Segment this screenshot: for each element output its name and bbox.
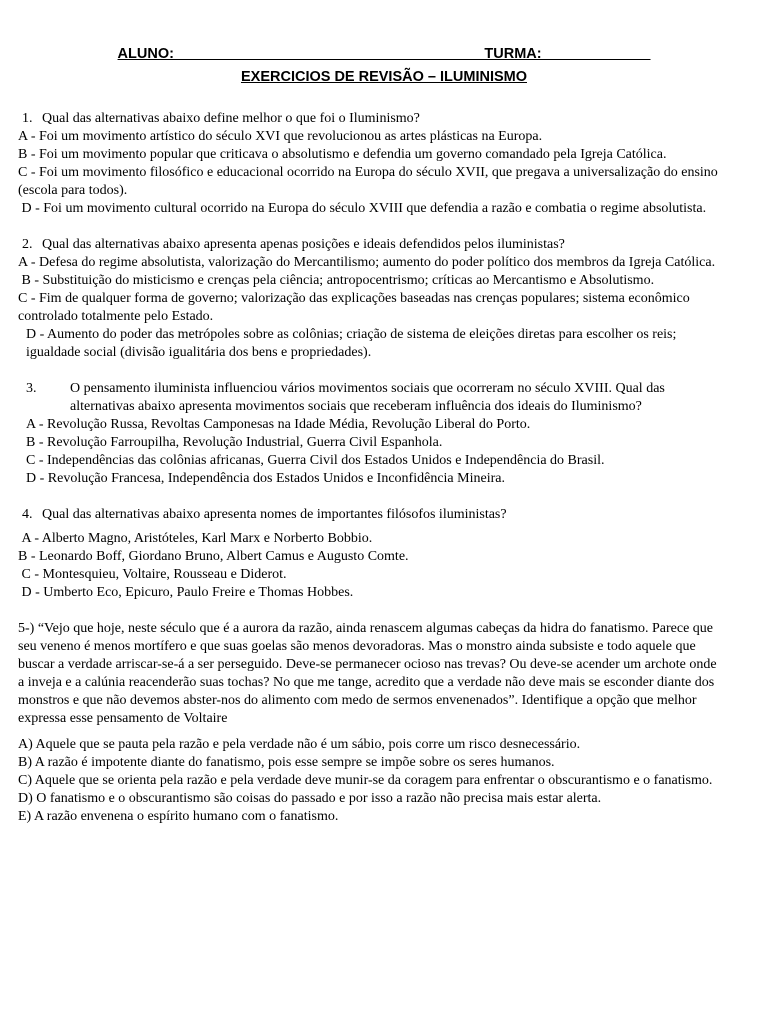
option-c: C) Aquele que se orienta pela razão e pela verdade deve munir-se da coragem para enfrentar o obscurantismo e o fanatismo. bbox=[18, 773, 713, 788]
option-b: B - Substituição do misticismo e crenças pela ciência; antropocentrismo; críticas ao Mercantismo e Absolutismo. bbox=[18, 273, 655, 288]
option-a: A - Alberto Magno, Aristóteles, Karl Marx e Norberto Bobbio. bbox=[18, 531, 373, 546]
question-number: 3. bbox=[26, 381, 37, 396]
option-b: B - Revolução Farroupilha, Revolução Industrial, Guerra Civil Espanhola. bbox=[26, 435, 443, 450]
option-d: D - Revolução Francesa, Independência dos Estados Unidos e Inconfidência Mineira. bbox=[26, 471, 505, 486]
option-c: C - Montesquieu, Voltaire, Rousseau e Diderot. bbox=[18, 567, 287, 582]
option-c: C - Fim de qualquer forma de governo; valorização das explicações baseadas nas crenças populares; sistema econômico controlado totalmente pelo Estado. bbox=[18, 291, 690, 324]
question-5 bbox=[18, 620, 718, 826]
question-1-stem bbox=[18, 110, 718, 128]
question-text: Qual das alternativas abaixo apresenta apenas posições e ideais defendidos pelos iluministas? bbox=[42, 237, 565, 252]
question-1 bbox=[18, 110, 718, 218]
question-number: 5-) bbox=[18, 621, 35, 636]
student-class-header: ALUNO: ______________________________________TURMA: _____________ bbox=[117, 46, 651, 62]
option-c: C - Foi um movimento filosófico e educacional ocorrido na Europa do século XVII, que pregava a universalização do ensino (escola para todos). bbox=[18, 165, 718, 198]
question-number: 2. bbox=[22, 237, 33, 252]
option-d: D - Umberto Eco, Epicuro, Paulo Freire e Thomas Hobbes. bbox=[18, 585, 354, 600]
option-b: B - Leonardo Boff, Giordano Bruno, Albert Camus e Augusto Comte. bbox=[18, 549, 409, 564]
question-2 bbox=[18, 236, 718, 362]
question-3 bbox=[18, 380, 718, 488]
question-4-stem bbox=[18, 506, 718, 524]
option-d: D - Aumento do poder das metrópoles sobre as colônias; criação de sistema de eleições diretas para escolher os reis; igualdade social (divisão igualitária dos bens e propriedades). bbox=[26, 327, 677, 360]
option-d: D) O fanatismo e o obscurantismo são coisas do passado e por isso a razão não precisa mais estar alerta. bbox=[18, 791, 602, 806]
question-4 bbox=[18, 506, 718, 602]
option-b: B - Foi um movimento popular que criticava o absolutismo e defendia um governo comandado pela Igreja Católica. bbox=[18, 147, 667, 162]
question-text: O pensamento iluminista influenciou vários movimentos sociais que ocorreram no século XVIII. Qual das alternativas abaixo apresenta movimentos sociais que receberam influência dos ideais do Iluminismo? bbox=[70, 381, 665, 414]
question-5-options bbox=[18, 736, 718, 826]
question-5-stem bbox=[18, 620, 718, 728]
question-number: 1. bbox=[22, 111, 33, 126]
option-c: C - Independências das colônias africanas, Guerra Civil dos Estados Unidos e Independência do Brasil. bbox=[26, 453, 605, 468]
option-a: A - Defesa do regime absolutista, valorização do Mercantilismo; aumento do poder político dos membros da Igreja Católica. bbox=[18, 255, 716, 270]
question-number: 4. bbox=[22, 507, 33, 522]
option-d: D - Foi um movimento cultural ocorrido na Europa do século XVIII que defendia a razão e combatia o regime absolutista. bbox=[18, 201, 707, 216]
question-text: Qual das alternativas abaixo apresenta nomes de importantes filósofos iluministas? bbox=[42, 507, 507, 522]
questions-body bbox=[18, 110, 718, 844]
option-a: A - Foi um movimento artístico do século XVI que revolucionou as artes plásticas na Europa. bbox=[18, 129, 543, 144]
document-title: EXERCICIOS DE REVISÃO – ILUMINISMO bbox=[240, 69, 527, 85]
question-text: Qual das alternativas abaixo define melhor o que foi o Iluminismo? bbox=[42, 111, 420, 126]
option-a: A) Aquele que se pauta pela razão e pela verdade não é um sábio, pois corre um risco desnecessário. bbox=[18, 737, 581, 752]
option-e: E) A razão envenena o espírito humano com o fanatismo. bbox=[18, 809, 339, 824]
option-b: B) A razão é impotente diante do fanatismo, pois esse sempre se impõe sobre os seres humanos. bbox=[18, 755, 555, 770]
question-3-stem bbox=[18, 380, 718, 416]
question-2-stem bbox=[18, 236, 718, 254]
question-text: “Vejo que hoje, neste século que é a aurora da razão, ainda renascem algumas cabeças da hidra do fanatismo. Parece que seu veneno é menos mortífero e que suas goelas são menos devoradoras. Mas o monstro ainda subsiste e todo aquele que buscar a verdade arriscar-se-á a ser perseguido. Deve-se permanecer ocioso nas trevas? Ou deve-se acender um archote onde a inveja e a calúnia reacenderão suas tochas? No que me tange, acredito que a verdade não deve mais se esconder diante dos monstros e que não devemos abster-nos do alimento com medo de sermos envenenados”. Identifique a opção que melhor expressa esse pensamento de Voltaire bbox=[18, 621, 717, 726]
option-a: A - Revolução Russa, Revoltas Camponesas na Idade Média, Revolução Liberal do Porto. bbox=[26, 417, 531, 432]
